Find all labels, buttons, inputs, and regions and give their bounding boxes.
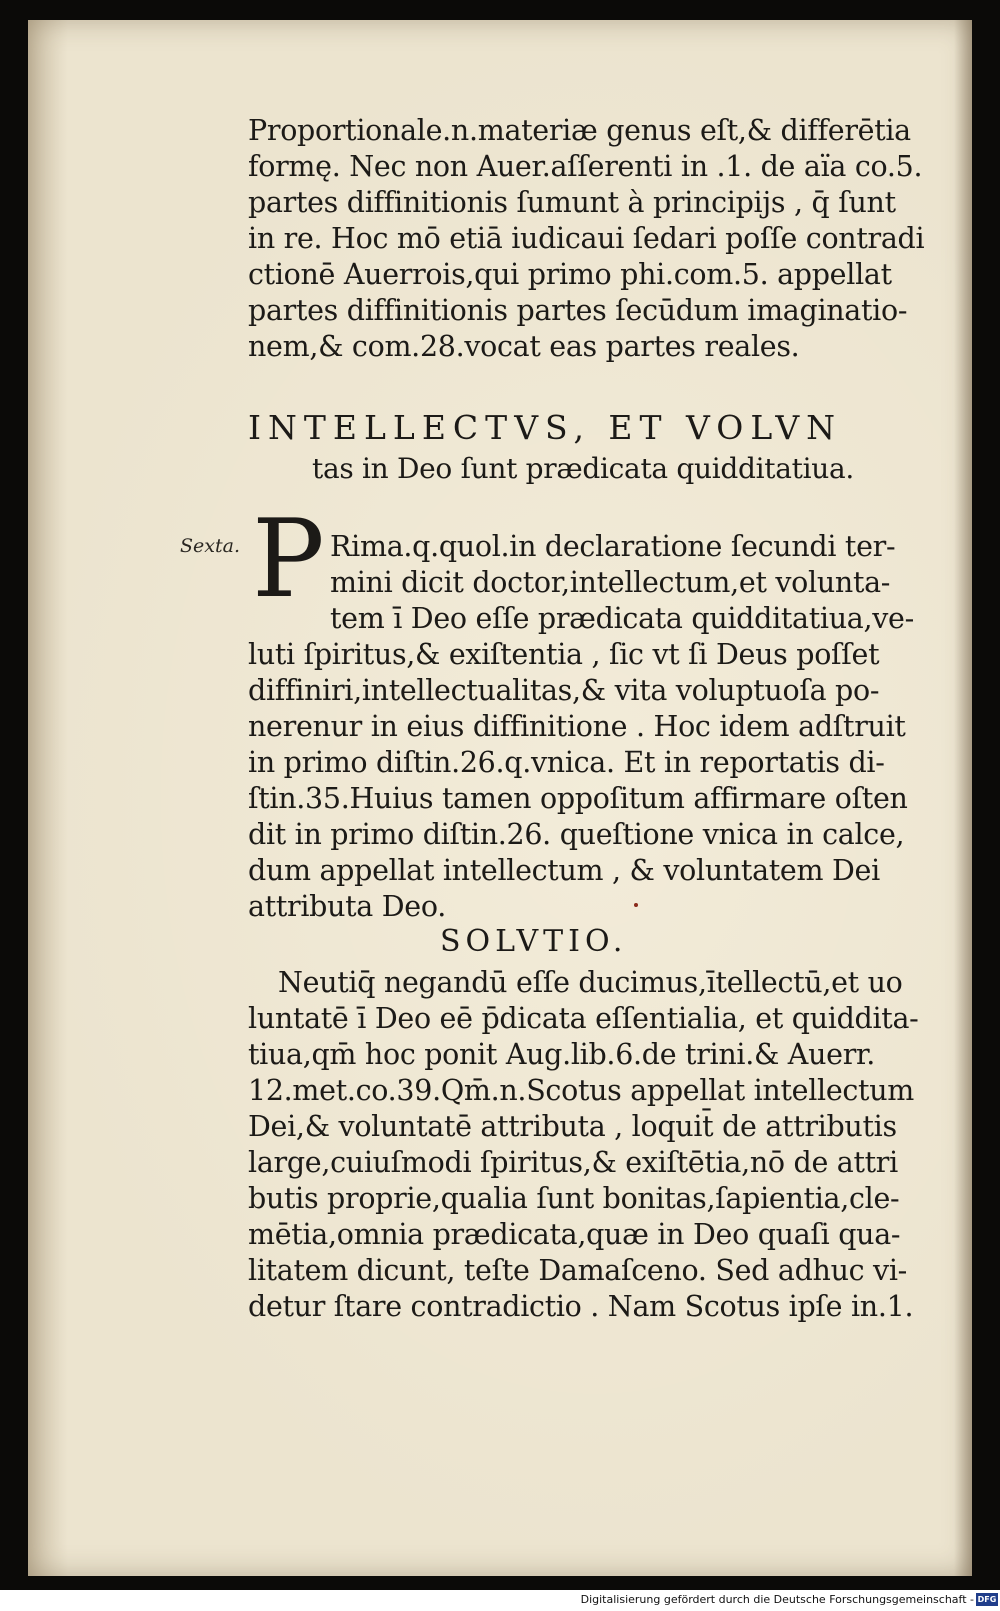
section-subheading: tas in Deo ſunt prædicata quidditatiua. — [312, 452, 854, 485]
text-line: large,cuiuſmodi ſpiritus,& exiſtētia,nō de attri — [248, 1146, 898, 1179]
text-line: nerenur in eius diffinitione . Hoc idem adſtruit — [248, 710, 906, 743]
text-line: luntatē ī Deo eē p̄dicata eſſentialia, et quiddita- — [248, 1002, 919, 1035]
text-line: Proportionale.n.materiæ genus eſt,& differētia — [248, 114, 911, 147]
text-line: partes diffinitionis ſumunt à principijs , q̄ ſunt — [248, 186, 896, 219]
text-line: tiua,qm̄ hoc ponit Aug.lib.6.de trini.& Auerr. — [248, 1038, 875, 1071]
text-line: ſtin.35.Huius tamen oppoſitum affirmare oſten — [248, 782, 908, 815]
text-line: tem ī Deo eſſe prædicata quidditatiua,ve- — [330, 602, 914, 635]
solutio-heading: SOLVTIO. — [440, 924, 628, 959]
section-heading: INTELLECTVS, ET VOLVN — [248, 408, 843, 447]
text-line: in primo diſtin.26.q.vnica. Et in reportatis di- — [248, 746, 885, 779]
text-line: in re. Hoc mō etiā iudicaui ſedari poſſe contradi — [248, 222, 925, 255]
text-line: Dei,& voluntatē attributa , loquit̄ de attributis — [248, 1110, 897, 1143]
text-line: litatem dicunt, teſte Damaſceno. Sed adhuc vi- — [248, 1254, 907, 1287]
text-line: attributa Deo. — [248, 890, 446, 923]
text-line: mētia,omnia prædicata,quæ in Deo quaſi qua- — [248, 1218, 901, 1251]
text-line: dum appellat intellectum , & voluntatem Dei — [248, 854, 880, 887]
text-line: diffiniri,intellectualitas,& vita voluptuoſa po- — [248, 674, 880, 707]
text-line: formę. Nec non Auer.aſſerenti in .1. de aïa co.5. — [248, 150, 923, 183]
margin-note: Sexta. — [180, 535, 240, 557]
text-line: detur ſtare contradictio . Nam Scotus ipſe in.1. — [248, 1290, 914, 1323]
text-line: Neutiq̄ negandū eſſe ducimus,ītellectū,et uo — [278, 966, 903, 999]
text-line: ctionē Auerrois,qui primo phi.com.5. appellat — [248, 258, 892, 291]
footer-credit: Digitalisierung gefördert durch die Deutsche Forschungsgemeinschaft - — [580, 1593, 974, 1606]
text-line: mini dicit doctor,intellectum,et volunta- — [330, 566, 891, 599]
ink-dot — [634, 903, 638, 907]
dfg-logo: DFG — [977, 1595, 997, 1604]
text-line: Rima.q.quol.in declaratione ſecundi ter- — [330, 530, 896, 563]
text-line: partes diffinitionis partes ſecūdum imaginatio- — [248, 294, 908, 327]
text-line: luti ſpiritus,& exiſtentia , ſic vt ſi Deus poſſet — [248, 638, 880, 671]
text-line: nem,& com.28.vocat eas partes reales. — [248, 330, 800, 363]
text-line: 12.met.co.39.Qm̄.n.Scotus appellat intellectum — [248, 1074, 914, 1107]
text-line: butis proprie,qualia ſunt bonitas,ſapientia,cle- — [248, 1182, 900, 1215]
text-line: dit in primo diſtin.26. queſtione vnica in calce, — [248, 818, 905, 851]
drop-cap: P — [252, 497, 325, 622]
